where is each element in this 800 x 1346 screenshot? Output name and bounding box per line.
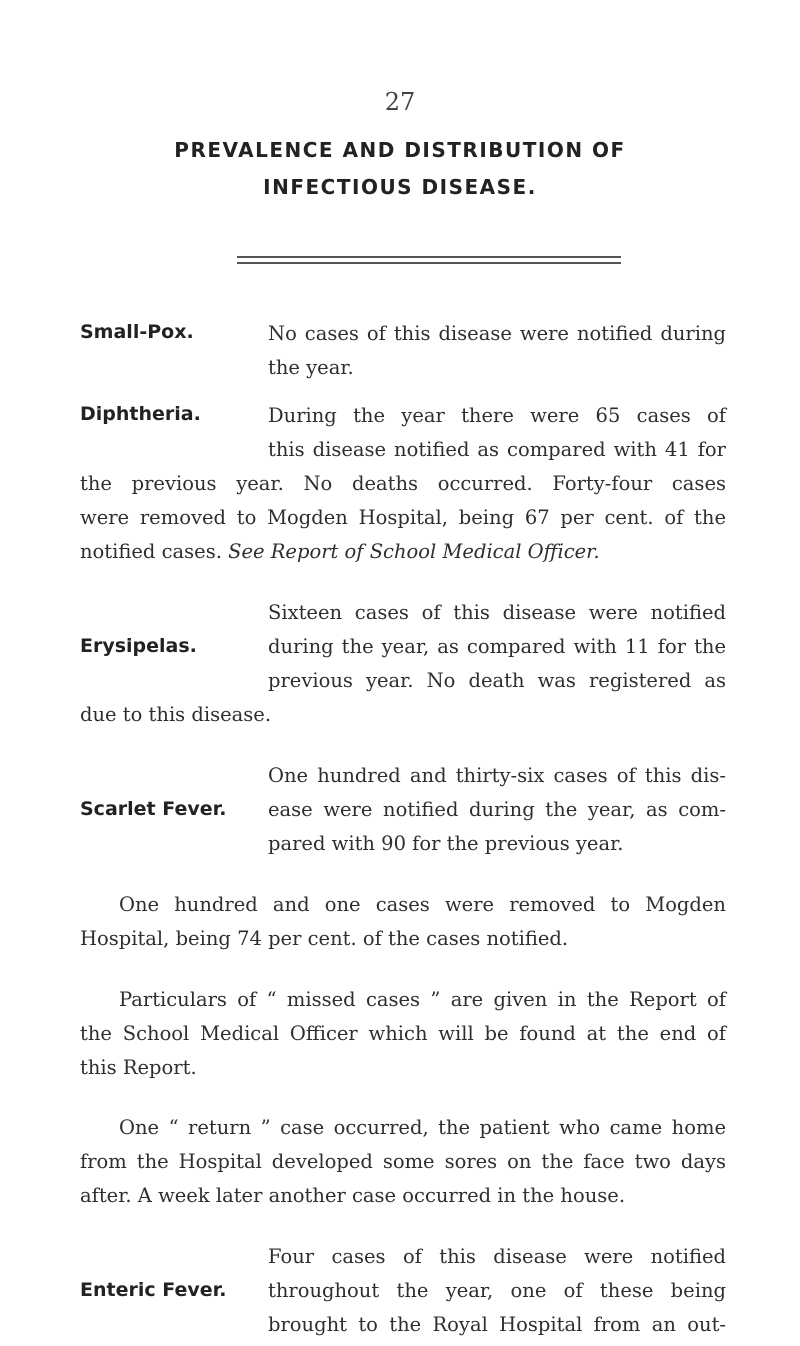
divider-top [237,256,621,258]
scarlet-text-line: the School Medical Officer which will be found at the end of [80,1022,726,1045]
smallpox-text-line: the year. [268,356,354,379]
scarlet-text-line: One hundred and one cases were removed to Mogden [119,893,726,916]
erysipelas-text-line: due to this disease. [80,703,272,726]
scarlet-text-line: One hundred and thirty-six cases of this dis- [268,764,726,787]
scarlet-fever-heading: Scarlet Fever. [80,798,227,820]
enteric-text-line: brought to the Royal Hospital from an out- [268,1313,726,1336]
diphtheria-text-plain: notified cases. [80,540,222,563]
scarlet-text-line: Hospital, being 74 per cent. of the cases notified. [80,927,569,950]
diphtheria-heading: Diphtheria. [80,403,201,425]
scarlet-text-line: from the Hospital developed some sores on the face two days [80,1150,726,1173]
page-title-line2: INFECTIOUS DISEASE. [263,175,537,199]
diphtheria-text-line: the previous year. No deaths occurred. Forty-four cases [80,472,726,495]
divider-bottom [237,262,621,264]
page-title: PREVALENCE AND DISTRIBUTION OF [174,138,626,162]
enteric-text-line: Four cases of this disease were notified [268,1245,726,1268]
erysipelas-text-line: previous year. No death was registered as [268,669,726,692]
diphtheria-text-line [80,540,600,563]
scarlet-text-line: One “ return ” case occurred, the patient who came home [119,1116,726,1139]
scarlet-text-line: ease were notified during the year, as com- [268,798,726,821]
diphtheria-report-reference: See Report of School Medical Officer. [228,540,600,563]
scarlet-text-line: pared with 90 for the previous year. [268,832,624,855]
scarlet-text-line: after. A week later another case occurred in the house. [80,1184,626,1207]
diphtheria-text-line: this disease notified as compared with 41 for [268,438,726,461]
smallpox-heading: Small-Pox. [80,321,194,343]
erysipelas-heading: Erysipelas. [80,635,197,657]
scarlet-text-line: this Report. [80,1056,197,1079]
scarlet-text-line: Particulars of “ missed cases ” are given in the Report of [119,988,726,1011]
enteric-fever-heading: Enteric Fever. [80,1279,227,1301]
page-number: 27 [384,88,416,116]
enteric-text-line: throughout the year, one of these being [268,1279,726,1302]
diphtheria-text-line: were removed to Mogden Hospital, being 67 per cent. of the [80,506,726,529]
smallpox-text-line: No cases of this disease were notified during [268,322,726,345]
diphtheria-text-line: During the year there were 65 cases of [268,404,726,427]
erysipelas-text-line: Sixteen cases of this disease were notified [268,601,726,624]
erysipelas-text-line: during the year, as compared with 11 for the [268,635,726,658]
